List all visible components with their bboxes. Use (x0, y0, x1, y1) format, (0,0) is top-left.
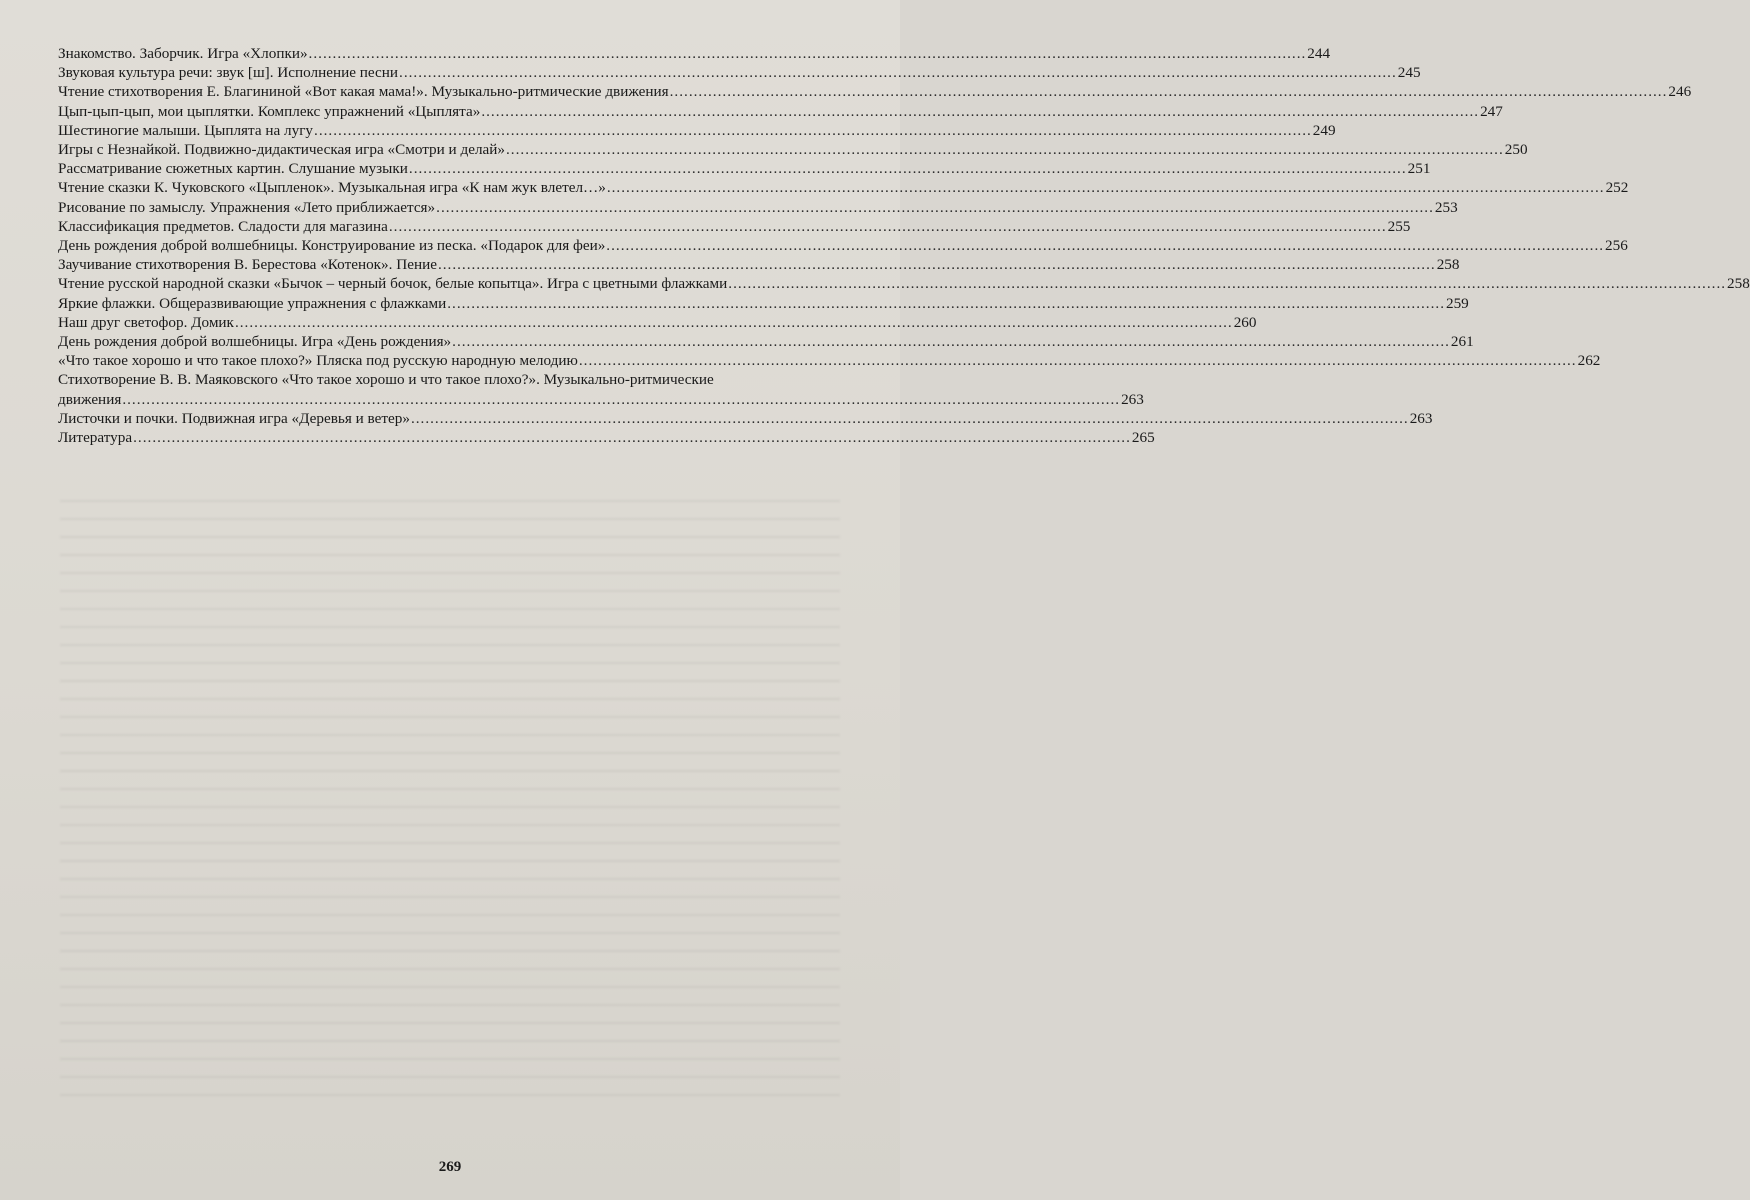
show-through-texture (60, 500, 840, 1100)
toc-entry (58, 140, 1528, 159)
leader-dots (235, 313, 1233, 332)
toc-entry-page: 263 (1409, 409, 1433, 427)
toc-entry-page: 247 (1480, 102, 1503, 120)
toc-entry (58, 236, 1628, 255)
toc-entry-title: Чтение стихотворения Е. Благининой «Вот какая мама!». Музыкально-ритмические движения (58, 83, 669, 101)
toc-entry-title: Стихотворение В. В. Маяковского «Что такое хорошо и что такое плохо?». Музыкально-ритмические (58, 371, 714, 389)
leader-dots (728, 274, 1726, 293)
toc-entry-page: 250 (1504, 141, 1528, 159)
leader-dots (309, 44, 1307, 63)
toc-entry (58, 159, 1431, 178)
toc-entry-page: 262 (1577, 352, 1601, 370)
page-number: 269 (438, 1159, 462, 1175)
table-of-contents (58, 44, 1750, 447)
leader-dots (436, 198, 1434, 217)
leader-dots (606, 236, 1604, 255)
toc-entry-title: Знакомство. Заборчик. Игра «Хлопки» (58, 45, 308, 62)
toc-entry-title: Классификация предметов. Сладости для магазина (58, 217, 388, 235)
toc-entry-title: Наш друг светофор. Домик (58, 313, 234, 331)
toc-entry-title: Звуковая культура речи: звук [ш]. Исполнение песни (58, 64, 399, 82)
toc-entry-page: 249 (1312, 121, 1336, 139)
leader-dots (122, 390, 1120, 409)
toc-entry-page: 265 (1131, 429, 1155, 447)
toc-entry-title: Чтение сказки К. Чуковского «Цыпленок». Музыкальная игра «К нам жук влетел…» (58, 179, 606, 197)
toc-entry (58, 313, 1257, 332)
toc-entry (58, 198, 1458, 217)
leader-dots (452, 332, 1450, 351)
toc-entry-title: Игры с Незнайкой. Подвижно-дидактическая игра «Смотри и делай» (58, 141, 505, 159)
toc-entry-page: 258 (1727, 275, 1750, 293)
leader-dots (409, 159, 1407, 178)
toc-entry (58, 409, 1433, 428)
toc-entry-page: 258 (1436, 256, 1460, 274)
leader-dots (579, 351, 1577, 370)
toc-entry-title: День рождения доброй волшебницы. Игра «День рождения» (58, 333, 452, 351)
toc-entry-title: Рисование по замыслу. Упражнения «Лето приближается» (58, 198, 436, 216)
toc-entry (58, 255, 1460, 274)
toc-entry (58, 82, 1692, 101)
leader-dots (607, 178, 1605, 197)
toc-entry (58, 102, 1503, 121)
leader-dots (481, 102, 1479, 121)
toc-entry (58, 332, 1474, 351)
toc-entry-page: 244 (1307, 45, 1331, 62)
leader-dots (133, 428, 1131, 447)
toc-entry (58, 294, 1469, 313)
toc-entry (58, 178, 1629, 197)
toc-entry (58, 351, 1601, 370)
toc-entry (58, 428, 1155, 447)
toc-entry (58, 274, 1750, 293)
toc-entry-page: 246 (1668, 83, 1692, 101)
toc-entry (58, 217, 1411, 236)
toc-entry-page: 260 (1233, 313, 1257, 331)
toc-entry-multiline (58, 370, 1144, 408)
toc-entry-page: 245 (1397, 64, 1421, 82)
leader-dots (506, 140, 1504, 159)
toc-entry (58, 121, 1336, 140)
toc-entry-page: 252 (1605, 179, 1629, 197)
toc-entry (58, 63, 1421, 82)
toc-entry-title: Цып-цып-цып, мои цыплятки. Комплекс упражнений «Цыплята» (58, 102, 481, 120)
toc-entry-title: Листочки и почки. Подвижная игра «Деревья и ветер» (58, 409, 410, 427)
toc-entry-page: 251 (1407, 160, 1431, 178)
toc-entry-title: «Что такое хорошо и что такое плохо?» Пляска под русскую народную мелодию (58, 352, 578, 370)
toc-entry-title-continued: движения (58, 390, 122, 408)
toc-entry-title: Заучивание стихотворения В. Берестова «Котенок». Пение (58, 256, 437, 274)
toc-entry-page: 263 (1121, 390, 1144, 408)
toc-entry-title: Литература (58, 429, 133, 447)
toc-entry-title: День рождения доброй волшебницы. Конструирование из песка. «Подарок для феи» (58, 237, 606, 255)
leader-dots (389, 217, 1387, 236)
leader-dots (411, 409, 1409, 428)
leader-dots (438, 255, 1436, 274)
toc-entry-page: 253 (1434, 198, 1458, 216)
toc-entry-page: 255 (1387, 217, 1411, 235)
leader-dots (670, 82, 1668, 101)
toc-entry-page: 256 (1605, 237, 1628, 255)
toc-entry-page: 261 (1450, 333, 1474, 351)
leader-dots (447, 294, 1445, 313)
leader-dots (399, 63, 1397, 82)
toc-entry-title: Яркие флажки. Общеразвивающие упражнения с флажками (58, 294, 447, 312)
toc-entry-title: Рассматривание сюжетных картин. Слушание музыки (58, 160, 408, 178)
toc-entry-title: Чтение русской народной сказки «Бычок – черный бочок, белые копытца». Игра с цветными флажками (58, 275, 728, 293)
toc-entry (58, 44, 1331, 63)
leader-dots (314, 121, 1312, 140)
toc-entry-title: Шестиногие малыши. Цыплята на лугу (58, 121, 314, 139)
toc-entry-page: 259 (1445, 294, 1469, 312)
